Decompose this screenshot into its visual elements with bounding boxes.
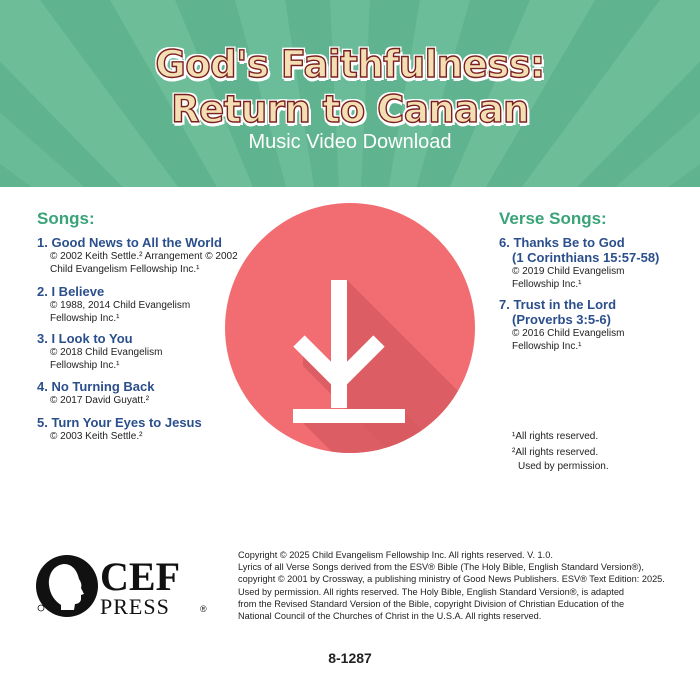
- song-credit: Fellowship Inc.¹: [50, 313, 120, 324]
- verse-song-title: 6. Thanks Be to God: [499, 235, 625, 250]
- song-item-5: [37, 415, 202, 443]
- verse-song-credit: © 2019 Child Evangelism: [512, 266, 625, 277]
- song-item-1: [37, 235, 238, 276]
- logo-letters: CEF: [100, 554, 180, 599]
- song-credit: Child Evangelism Fellowship Inc.¹: [50, 264, 200, 275]
- title-line-2: Return to Canaan: [171, 88, 529, 131]
- footnote-1: ¹All rights reserved.: [512, 431, 599, 442]
- song-credit: © 2002 Keith Settle.² Arrangement © 2002: [50, 251, 238, 262]
- copyright-line: Lyrics of all Verse Songs derived from the ESV® Bible (The Holy Bible, English Standard Version®),: [238, 562, 644, 573]
- footnote-2: ²All rights reserved.: [512, 447, 599, 458]
- header-banner: [0, 0, 700, 187]
- title-line-1: God's Faithfulness:: [155, 43, 545, 86]
- verse-song-reference: (Proverbs 3:5-6): [512, 312, 611, 327]
- verse-song-credit: Fellowship Inc.¹: [512, 341, 582, 352]
- song-item-4: [37, 379, 155, 407]
- song-item-3: [37, 331, 162, 372]
- copyright-line: copyright © 2001 by Crossway, a publishing ministry of Good News Publishers. ESV® Text Edition: 2025.: [238, 574, 665, 585]
- copyright-line: Used by permission. All rights reserved. The Holy Bible, English Standard Version®, is adapted: [238, 586, 625, 597]
- verse-song-item-7: [499, 297, 624, 353]
- copyright-line: National Council of the Churches of Christ in the U.S.A. All rights reserved.: [238, 611, 542, 622]
- copyright-line: from the Revised Standard Version of the Bible, copyright Division of Christian Education of the: [238, 598, 625, 609]
- song-title: 2. I Believe: [37, 284, 105, 299]
- verse-song-reference: (1 Corinthians 15:57-58): [512, 250, 660, 265]
- song-credit: © 2017 David Guyatt.²: [50, 395, 150, 406]
- copyright-line: Copyright © 2025 Child Evangelism Fellowship Inc. All rights reserved. V. 1.0.: [238, 550, 553, 560]
- song-credit: © 2003 Keith Settle.²: [50, 431, 143, 442]
- logo-registered-mark: ®: [200, 604, 207, 614]
- product-code: 8-1287: [328, 650, 372, 666]
- footnote-2-continued: Used by permission.: [518, 461, 609, 472]
- download-arrow-icon[interactable]: [225, 203, 475, 453]
- verse-song-credit: Fellowship Inc.¹: [512, 279, 582, 290]
- song-title: 3. I Look to You: [37, 331, 133, 346]
- copyright-block: [238, 549, 688, 622]
- song-credit: © 2018 Child Evangelism: [50, 347, 163, 358]
- verse-songs-heading: Verse Songs:: [499, 209, 607, 228]
- song-item-2: [37, 284, 190, 325]
- verse-song-title: 7. Trust in the Lord: [499, 297, 617, 312]
- song-credit: © 1988, 2014 Child Evangelism: [50, 300, 191, 311]
- verse-song-credit: © 2016 Child Evangelism: [512, 328, 625, 339]
- song-title: 1. Good News to All the World: [37, 235, 222, 250]
- cef-press-logo: [34, 552, 214, 622]
- verse-song-item-6: [499, 235, 659, 291]
- song-title: 5. Turn Your Eyes to Jesus: [37, 415, 202, 430]
- logo-word: PRESS: [100, 594, 170, 619]
- subtitle: Music Video Download: [248, 131, 452, 153]
- song-title: 4. No Turning Back: [37, 379, 155, 394]
- songs-heading: Songs:: [37, 209, 95, 228]
- song-credit: Fellowship Inc.¹: [50, 360, 120, 371]
